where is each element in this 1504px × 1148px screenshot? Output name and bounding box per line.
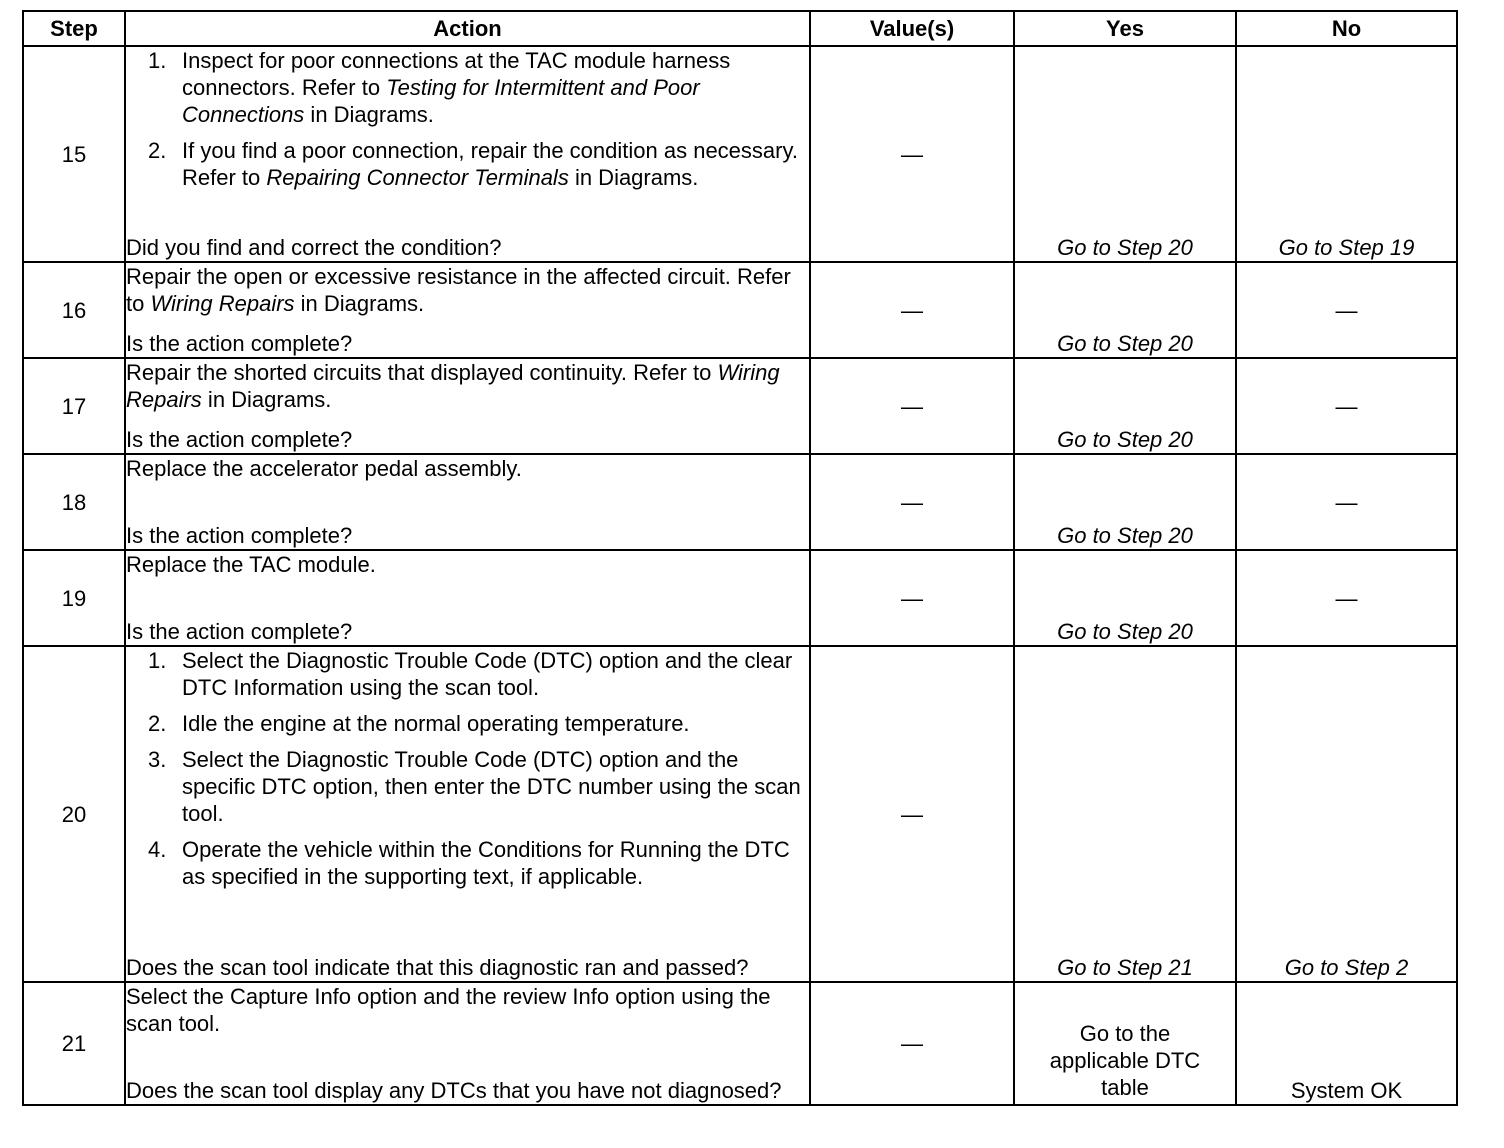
- step-number: 17: [23, 358, 125, 454]
- item-text-part: If you find a poor connection, repair the condition as necessary. Refer to: [182, 138, 798, 190]
- table-row: [23, 46, 1457, 262]
- step-number: 15: [23, 46, 125, 262]
- list-item: [148, 836, 809, 890]
- yes-cell: Go to Step 20: [1014, 358, 1236, 454]
- action-question: Did you find and correct the condition?: [126, 235, 502, 260]
- doc-reference: Repairing Connector Terminals: [266, 165, 569, 190]
- step-number: 18: [23, 454, 125, 550]
- list-item: [148, 710, 809, 737]
- table-row: [23, 454, 1457, 550]
- action-cell: [125, 982, 810, 1105]
- item-text: Operate the vehicle within the Conditions for Running the DTC as specified in the supporting text, if applicable.: [182, 837, 790, 889]
- no-cell: System OK: [1236, 982, 1457, 1105]
- header-step: Step: [23, 11, 125, 46]
- step-number: 16: [23, 262, 125, 358]
- yes-cell: Go to Step 20: [1014, 262, 1236, 358]
- no-cell: Go to Step 19: [1236, 46, 1457, 262]
- item-number: 3.: [148, 747, 167, 772]
- item-text: Select the Diagnostic Trouble Code (DTC) option and the specific DTC option, then enter the DTC number using the scan tool.: [182, 747, 801, 826]
- action-question: Is the action complete?: [126, 427, 353, 452]
- action-text: [126, 263, 809, 317]
- yes-cell: Go to Step 20: [1014, 550, 1236, 646]
- action-cell: [125, 358, 810, 454]
- action-question: Is the action complete?: [126, 331, 353, 356]
- header-no: No: [1236, 11, 1457, 46]
- no-cell: —: [1236, 262, 1457, 358]
- table-row: [23, 982, 1457, 1105]
- action-text-part: Repair the shorted circuits that displayed continuity. Refer to: [126, 360, 718, 385]
- value-cell: —: [810, 454, 1014, 550]
- header-action: Action: [125, 11, 810, 46]
- item-number: 1.: [148, 648, 167, 673]
- table-row: [23, 262, 1457, 358]
- action-cell: [125, 262, 810, 358]
- action-question: Is the action complete?: [126, 619, 353, 644]
- yes-cell: Go to Step 20: [1014, 46, 1236, 262]
- action-text: Select the Capture Info option and the review Info option using the scan tool.: [126, 984, 771, 1036]
- value-cell: —: [810, 550, 1014, 646]
- value-cell: —: [810, 46, 1014, 262]
- item-text: [182, 137, 809, 191]
- no-cell: —: [1236, 358, 1457, 454]
- header-yes: Yes: [1014, 11, 1236, 46]
- step-number: 21: [23, 982, 125, 1105]
- table-row: [23, 646, 1457, 982]
- action-text-part: Repair the open or excessive resistance in the affected circuit. Refer to: [126, 264, 791, 316]
- yes-cell: Go to Step 21: [1014, 646, 1236, 982]
- table-row: [23, 550, 1457, 646]
- item-number: 1.: [148, 48, 167, 73]
- action-cell: [125, 550, 810, 646]
- action-text: Replace the accelerator pedal assembly.: [126, 456, 522, 481]
- action-steps: [126, 47, 809, 200]
- value-cell: —: [810, 358, 1014, 454]
- action-steps: [126, 647, 809, 899]
- action-text: Replace the TAC module.: [126, 552, 376, 577]
- action-question: Does the scan tool display any DTCs that you have not diagnosed?: [126, 1078, 782, 1103]
- doc-reference: Wiring Repairs: [150, 291, 295, 316]
- item-number: 2.: [148, 138, 167, 163]
- no-cell: —: [1236, 454, 1457, 550]
- list-item: [148, 746, 809, 827]
- action-cell: [125, 646, 810, 982]
- yes-cell: Go to Step 20: [1014, 454, 1236, 550]
- diagnostic-table: [22, 10, 1458, 1106]
- action-text: [126, 359, 809, 413]
- header-values: Value(s): [810, 11, 1014, 46]
- item-number: 4.: [148, 837, 167, 862]
- list-item: [148, 137, 809, 191]
- doc-reference: Wiring Repairs: [126, 360, 780, 412]
- item-text-part: in Diagrams.: [304, 102, 434, 127]
- action-text-part: in Diagrams.: [294, 291, 425, 316]
- action-question: Does the scan tool indicate that this diagnostic ran and passed?: [126, 955, 749, 980]
- header-row: [23, 11, 1457, 46]
- no-cell: —: [1236, 550, 1457, 646]
- item-text-part: in Diagrams.: [568, 165, 699, 190]
- action-cell: [125, 454, 810, 550]
- list-item: [148, 47, 809, 128]
- item-text: Idle the engine at the normal operating temperature.: [182, 711, 690, 736]
- value-cell: —: [810, 262, 1014, 358]
- list-item: [148, 647, 809, 701]
- doc-reference: Testing for Intermittent and Poor Connections: [182, 75, 700, 127]
- step-number: 19: [23, 550, 125, 646]
- action-question: Is the action complete?: [126, 523, 353, 548]
- value-cell: —: [810, 982, 1014, 1105]
- value-cell: —: [810, 646, 1014, 982]
- action-cell: [125, 46, 810, 262]
- step-number: 20: [23, 646, 125, 982]
- table-row: [23, 358, 1457, 454]
- action-text-part: in Diagrams.: [201, 387, 332, 412]
- no-cell: Go to Step 2: [1236, 646, 1457, 982]
- item-text: [182, 47, 809, 128]
- item-text-part: Inspect for poor connections at the TAC module harness connectors. Refer to: [182, 48, 731, 100]
- item-text: Select the Diagnostic Trouble Code (DTC) option and the clear DTC Information using the scan tool.: [182, 648, 793, 700]
- item-number: 2.: [148, 711, 167, 736]
- yes-cell: Go to the applicable DTC table: [1014, 982, 1236, 1105]
